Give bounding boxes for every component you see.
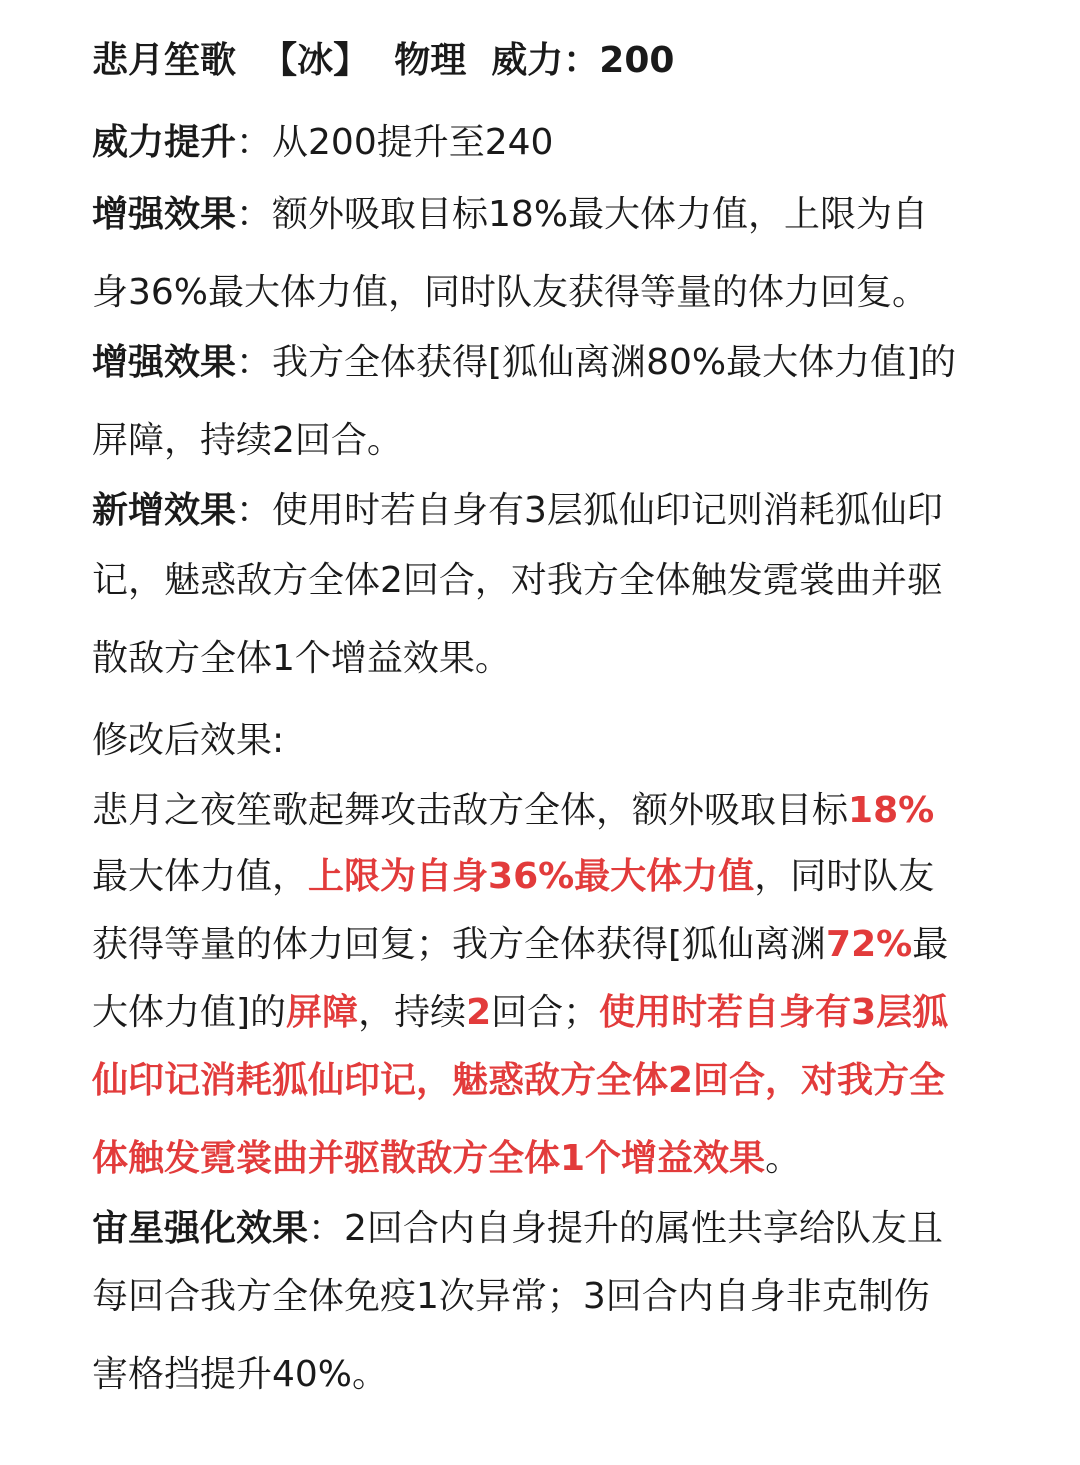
modified-l6a: 体触发霓裳曲并驱散敌方全体1个增益效果 [92,1138,766,1179]
enhance-2-line1: 我方全体获得[狐仙离渊80%最大体力值]的 [272,342,957,383]
star-effect-line3: 害格挡提升40%。 [92,1354,389,1395]
modified-l3b: 72% [826,924,913,965]
skill-title [92,36,674,86]
new-effect-line3: 散敌方全体1个增益效果。 [92,638,511,679]
power-value: 200 [599,40,675,81]
modified-l1a: 悲月之夜笙歌起舞攻击敌方全体，额外吸取目标 [92,790,849,831]
modified-l6b: 。 [765,1138,802,1179]
star-effect-sep: ： [308,1208,345,1249]
power-change-text: 从200提升至240 [272,122,554,163]
modified-l3a: 获得等量的体力回复；我方全体获得[狐仙离渊 [92,924,827,965]
enhance-2-label: 增强效果 [92,342,237,383]
star-effect-label: 宙星强化效果 [92,1208,309,1249]
new-effect-line1: 使用时若自身有3层狐仙印记则消耗狐仙印 [272,490,943,531]
modified-line-4 [92,988,948,1038]
new-effect-sep: ： [236,490,273,531]
enhance-effect-1 [92,190,928,240]
enhance-2-sep: ： [236,342,273,383]
new-effect-line2: 记，魅惑敌方全体2回合，对我方全体触发霓裳曲并驱 [92,560,943,601]
modified-line-6 [92,1134,801,1184]
modified-l4a: 大体力值]的 [92,992,287,1033]
modified-l2a: 最大体力值， [92,856,309,897]
enhance-2-line2: 屏障，持续2回合。 [92,420,403,461]
power-label: 威力： [491,40,600,81]
modified-l3c: 最 [912,924,949,965]
modified-l4b: 屏障 [286,992,359,1033]
modified-l4c: ，持续 [358,992,467,1033]
skill-element: 【冰】 [261,40,370,81]
star-effect-line2: 每回合我方全体免疫1次异常；3回合内自身非克制伤 [92,1276,930,1317]
star-effect [92,1204,943,1254]
new-effect [92,486,943,536]
modified-line-2 [92,852,934,902]
enhance-1-sep: ： [236,194,273,235]
modified-l1b: 18% [848,790,935,831]
skill-category: 物理 [394,40,467,81]
power-change [92,118,553,168]
modified-l2b: 上限为自身36%最大体力值 [308,856,755,897]
modified-l4e: 回合； [491,992,600,1033]
star-effect-line1: 2回合内自身提升的属性共享给队友且 [344,1208,943,1249]
enhance-effect-2 [92,338,956,388]
enhance-1-line1: 额外吸取目标18%最大体力值，上限为自 [272,194,929,235]
modified-line-1 [92,786,934,836]
modified-line-3 [92,920,948,970]
enhance-1-line2: 身36%最大体力值，同时队友获得等量的体力回复。 [92,272,929,313]
modified-heading: 修改后效果: [92,720,285,761]
modified-line-5: 仙印记消耗狐仙印记，魅惑敌方全体2回合，对我方全 [92,1060,946,1101]
power-change-sep: ： [236,122,273,163]
modified-l4f: 使用时若自身有3层狐 [599,992,949,1033]
power-change-label: 威力提升 [92,122,237,163]
modified-l2c: ，同时队友 [754,856,935,897]
skill-name: 悲月笙歌 [92,40,237,81]
enhance-1-label: 增强效果 [92,194,237,235]
new-effect-label: 新增效果 [92,490,237,531]
modified-l4d: 2 [466,992,492,1033]
